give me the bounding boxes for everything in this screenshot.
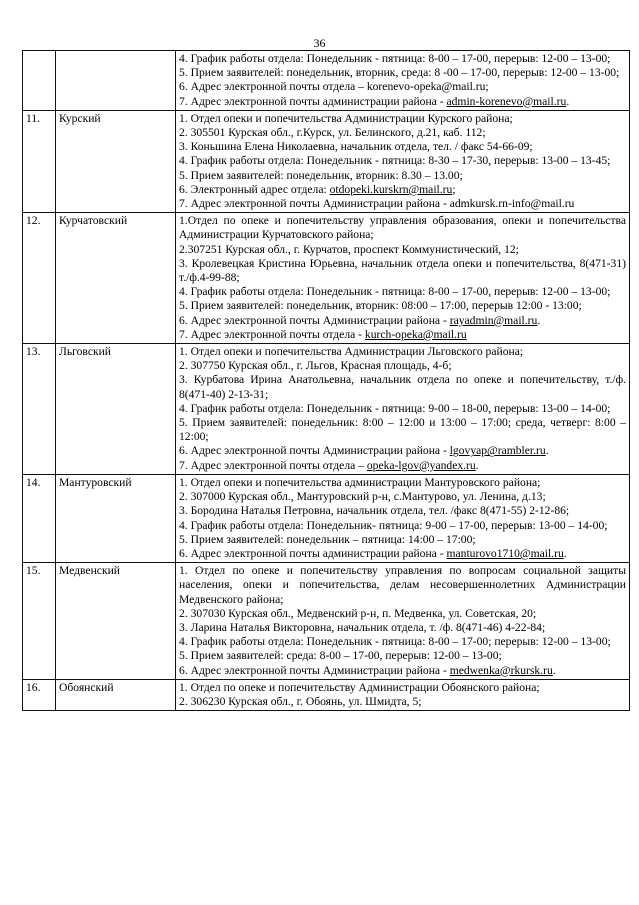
info-line xyxy=(179,564,626,607)
info-line xyxy=(179,214,626,242)
info-line xyxy=(179,444,626,458)
info-line xyxy=(179,695,626,709)
info-line xyxy=(179,345,626,359)
info-line xyxy=(179,80,626,94)
info-line xyxy=(179,257,626,285)
info-line xyxy=(179,402,626,416)
info-text: 1. Отдел опеки и попечительства администрации Мантуровского района; xyxy=(179,475,541,489)
email-link[interactable]: medwenka@rkursk.ru xyxy=(449,663,553,677)
info-text: 6. Адрес электронной почты Администрации района - xyxy=(179,313,450,327)
info-text: 6. Электронный адрес отдела: xyxy=(179,182,330,196)
info-text: 4. График работы отдела: Понедельник- пятница: 9-00 – 17-00, перерыв: 13-00 – 14-00; xyxy=(179,518,608,532)
info-text: 5. Прием заявителей: понедельник – пятница: 14:00 – 17:00; xyxy=(179,532,476,546)
district-name: Медвенский xyxy=(56,563,176,680)
info-text: 7. Адрес электронной почты отдела - xyxy=(179,327,365,341)
info-line xyxy=(179,547,626,561)
info-line xyxy=(179,243,626,257)
contact-info xyxy=(176,563,630,680)
info-line xyxy=(179,95,626,109)
info-tail: . xyxy=(475,458,479,472)
info-line xyxy=(179,476,626,490)
info-line xyxy=(179,519,626,533)
info-text: 1.Отдел по опеке и попечительству управления образования, опеки и попечительства Администрации Курчатовского района; xyxy=(179,214,626,242)
row-number: 11. xyxy=(23,110,56,212)
info-line xyxy=(179,504,626,518)
info-text: 2. 307000 Курская обл., Мантуровский р-н, с.Мантурово, ул. Ленина, д.13; xyxy=(179,490,546,504)
info-tail: ; xyxy=(452,182,456,196)
page-number: 36 xyxy=(313,36,326,50)
row-number xyxy=(23,51,56,111)
contact-info xyxy=(176,213,630,344)
table-row xyxy=(23,213,630,344)
info-text: 5. Прием заявителей: среда: 8-00 – 17-00, перерыв: 12-00 – 13-00; xyxy=(179,649,502,663)
email-link[interactable]: lgovyap@rambler.ru xyxy=(449,444,546,458)
info-text: 3. Коньшина Елена Николаевна, начальник отдела, тел. / факс 54-66-09; xyxy=(179,140,533,154)
email-link[interactable]: manturovo1710@mail.ru xyxy=(446,546,564,560)
info-text: 3. Кролевецкая Кристина Юрьевна, начальник отдела опеки и попечительства, 8(471-31) т./ф.4-99-88; xyxy=(179,256,626,285)
info-tail: . xyxy=(563,546,567,560)
info-text: 1. Отдел опеки и попечительства Администрации Льговского района; xyxy=(179,345,524,359)
info-line xyxy=(179,112,626,126)
district-name: Курчатовский xyxy=(56,213,176,344)
info-text: 4. График работы отдела: Понедельник - пятница: 8-00 – 17-00, перерыв: 12-00 – 13-00; xyxy=(179,285,611,299)
table-row xyxy=(23,344,630,475)
info-line xyxy=(179,140,626,154)
table-row xyxy=(23,474,630,562)
row-number: 12. xyxy=(23,213,56,344)
table-row xyxy=(23,51,630,111)
district-name: Льговский xyxy=(56,344,176,475)
info-line xyxy=(179,299,626,313)
info-line xyxy=(179,459,626,473)
contact-info xyxy=(176,51,630,111)
info-line xyxy=(179,649,626,663)
info-text: 7. Адрес электронной почты Администрации района - admkursk.rn-info@mail.ru xyxy=(179,197,575,211)
info-text: 6. Адрес электронной почты Администрации района - xyxy=(179,663,450,677)
info-text: 3. Бородина Наталья Петровна, начальник отдела, тел. /факс 8(471-55) 2-12-86; xyxy=(179,504,570,518)
info-line xyxy=(179,328,626,342)
info-line xyxy=(179,169,626,183)
contact-info xyxy=(176,110,630,212)
info-line xyxy=(179,621,626,635)
info-text: 6. Адрес электронной почты Администрации района - xyxy=(179,444,450,458)
email-link[interactable]: opeka-lgov@yandex.ru xyxy=(366,458,476,472)
district-name: Мантуровский xyxy=(56,474,176,562)
info-line xyxy=(179,183,626,197)
info-text: 6. Адрес электронной почты администрации района - xyxy=(179,546,447,560)
contact-info xyxy=(176,474,630,562)
row-number: 14. xyxy=(23,474,56,562)
info-text: 1. Отдел по опеке и попечительству управления по вопросам социальной защиты населения, опеки и попечительства, делам несовершеннолетних Администрации Медвенского района; xyxy=(179,564,626,606)
info-text: 2. 307750 Курская обл., г. Льгов, Красная площадь, 4-б; xyxy=(179,359,452,373)
info-line xyxy=(179,664,626,678)
info-tail: . xyxy=(545,444,549,458)
info-line xyxy=(179,533,626,547)
info-text: 5. Прием заявителей: понедельник, вторник, среда: 8 -00 – 17-00, перерыв: 12-00 – 13-00; xyxy=(179,66,620,80)
district-name: Курский xyxy=(56,110,176,212)
info-text: 5. Прием заявителей: понедельник, вторник: 08:00 – 17:00, перерыв 12:00 - 13:00; xyxy=(179,299,582,313)
district-contacts-table xyxy=(22,50,630,711)
info-text: 2. 307030 Курская обл., Медвенский р-н, п. Медвенка, ул. Советская, 20; xyxy=(179,606,537,620)
info-text: 4. График работы отдела: Понедельник - пятница: 8-30 – 17-30, перерыв: 13-00 – 13-45; xyxy=(179,154,611,168)
info-tail: . xyxy=(566,94,570,108)
contact-info xyxy=(176,679,630,710)
table-row xyxy=(23,679,630,710)
row-number: 15. xyxy=(23,563,56,680)
row-number: 16. xyxy=(23,679,56,710)
info-text: 7. Адрес электронной почты отдела – xyxy=(179,458,367,472)
district-name: Обоянский xyxy=(56,679,176,710)
info-line xyxy=(179,635,626,649)
info-text: 3. Курбатова Ирина Анатольевна, начальник отдела по опеке и попечительству, т./ф. 8(471-40) 2-13-31; xyxy=(179,373,626,401)
info-text: 2.307251 Курская обл., г. Курчатов, проспект Коммунистический, 12; xyxy=(179,242,519,256)
info-text: 4. График работы отдела: Понедельник - пятница: 9-00 – 18-00, перерыв: 13-00 – 14-00; xyxy=(179,401,611,415)
info-text: 2. 305501 Курская обл., г.Курск, ул. Белинского, д.21, каб. 112; xyxy=(179,126,486,140)
info-text: 2. 306230 Курская обл., г. Обоянь, ул. Шмидта, 5; xyxy=(179,694,422,708)
info-text: 1. Отдел по опеке и попечительству Администрации Обоянского района; xyxy=(179,680,540,694)
info-line xyxy=(179,52,626,66)
info-line xyxy=(179,154,626,168)
contact-info xyxy=(176,344,630,475)
email-link[interactable]: kurch-opeka@mail.ru xyxy=(364,327,467,341)
info-line xyxy=(179,314,626,328)
info-line xyxy=(179,490,626,504)
email-link[interactable]: otdopeki.kurskrn@mail.ru xyxy=(329,182,453,196)
info-text: 3. Ларина Наталья Викторовна, начальник отдела, т. /ф. 8(471-46) 4-22-84; xyxy=(179,620,546,634)
info-tail: . xyxy=(537,313,541,327)
info-line xyxy=(179,681,626,695)
info-text: 4. График работы отдела: Понедельник - пятница: 8-00 – 17-00, перерыв: 12-00 – 13-00; xyxy=(179,52,611,65)
info-line xyxy=(179,66,626,80)
info-tail: . xyxy=(552,663,556,677)
info-text: 5. Прием заявителей: понедельник, вторник: 8.30 – 13.00; xyxy=(179,168,463,182)
info-line xyxy=(179,285,626,299)
table-row xyxy=(23,563,630,680)
district-name xyxy=(56,51,176,111)
info-text: 1. Отдел опеки и попечительства Администрации Курского района; xyxy=(179,111,513,125)
info-line xyxy=(179,197,626,211)
table-row xyxy=(23,110,630,212)
info-line xyxy=(179,126,626,140)
email-link[interactable]: rayadmin@mail.ru xyxy=(449,313,538,327)
info-line xyxy=(179,373,626,401)
info-text: 6. Адрес электронной почты отдела – korenevo-opeka@mail.ru; xyxy=(179,80,489,94)
info-line xyxy=(179,359,626,373)
info-line xyxy=(179,607,626,621)
info-text: 4. График работы отдела: Понедельник - пятница: 8-00 – 17-00; перерыв: 12-00 – 13-00; xyxy=(179,635,611,649)
row-number: 13. xyxy=(23,344,56,475)
email-link[interactable]: admin-korenevo@mail.ru xyxy=(446,94,567,108)
info-line xyxy=(179,416,626,444)
info-text: 7. Адрес электронной почты администрации района - xyxy=(179,94,447,108)
info-text: 5. Прием заявителей: понедельник: 8:00 – 12:00 и 13:00 – 17:00; среда, четверг: 8:00 – 12:00; xyxy=(179,416,626,444)
